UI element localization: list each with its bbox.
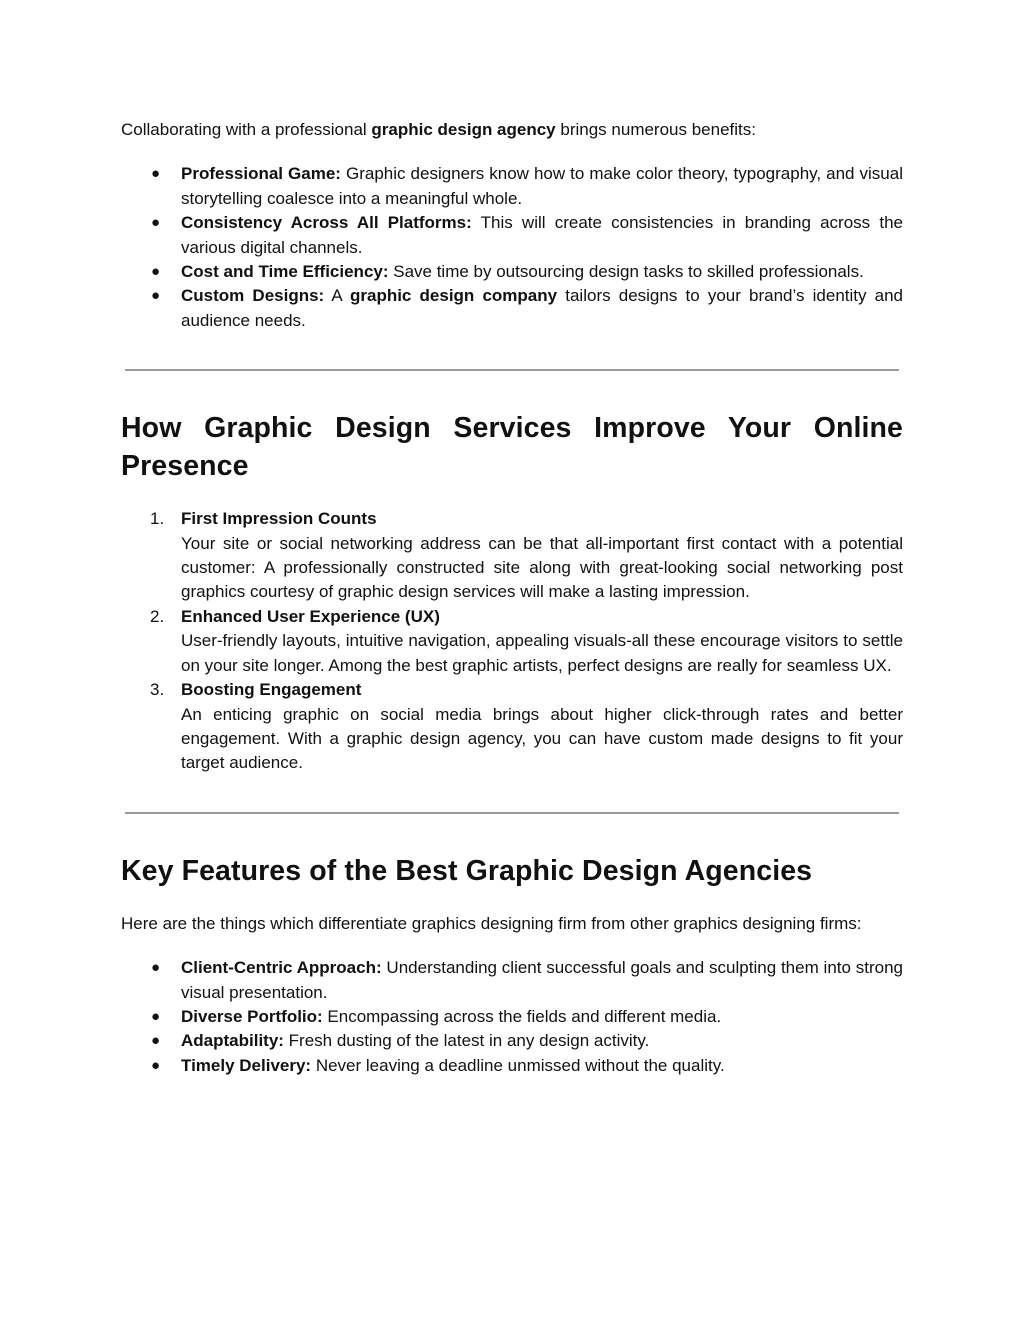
item-text: Encompassing across the fields and different media. <box>322 1006 722 1026</box>
section-divider <box>125 369 899 371</box>
bullet-icon: ● <box>151 287 161 305</box>
document-page <box>121 118 903 1078</box>
item-label: Consistency Across All Platforms: <box>181 213 472 233</box>
item-label: Diverse Portfolio: <box>181 1006 323 1026</box>
intro-paragraph <box>121 118 903 142</box>
bullet-icon: ● <box>151 214 161 232</box>
item-description: An enticing graphic on social media brings about higher click-through rates and better engagement. With a graphic design agency, you can have custom made designs to fit your target audience. <box>181 704 903 773</box>
bullet-icon: ● <box>151 1056 161 1074</box>
list-item <box>121 211 903 260</box>
item-text: This will create consistencies in branding across the various digital channels. <box>181 213 903 257</box>
item-description: User-friendly layouts, intuitive navigation, appealing visuals-all these encourage visitors to settle on your site longer. Among the best graphic artists, perfect designs are really for seamless UX. <box>181 631 903 675</box>
item-title: Boosting Engagement <box>181 680 362 700</box>
item-title: Enhanced User Experience (UX) <box>181 606 440 626</box>
bullet-icon: ● <box>151 263 161 281</box>
item-number: 2. <box>150 606 165 626</box>
list-item <box>121 1005 903 1029</box>
item-text: Save time by outsourcing design tasks to skilled professionals. <box>388 262 864 282</box>
list-item <box>121 162 903 211</box>
item-number: 3. <box>150 680 165 700</box>
item-label: Adaptability: <box>181 1031 284 1051</box>
list-item <box>121 507 903 605</box>
features-list <box>121 956 903 1078</box>
item-label: Custom Designs: <box>181 286 325 306</box>
item-text: A <box>324 286 350 306</box>
list-item <box>121 1054 903 1078</box>
item-text: Never leaving a deadline unmissed without the quality. <box>311 1055 725 1075</box>
list-item <box>121 260 903 284</box>
list-item <box>121 956 903 1005</box>
bullet-icon: ● <box>151 1007 161 1025</box>
section-heading: How Graphic Design Services Improve Your Online Presence <box>121 412 903 483</box>
intro-keyword: graphic design agency <box>371 120 556 139</box>
item-description: Your site or social networking address can be that all-important first contact with a potential customer: A professionally constructed site along with great-looking social networking post graphics courtesy of graphic design services will make a lasting impression. <box>181 533 903 602</box>
list-item <box>121 284 903 333</box>
list-item <box>121 1029 903 1053</box>
bullet-icon: ● <box>151 959 161 977</box>
list-item <box>121 605 903 678</box>
improvements-list <box>121 507 903 775</box>
item-text: Fresh dusting of the latest in any design activity. <box>283 1031 650 1051</box>
item-label: Client-Centric Approach: <box>181 958 382 978</box>
section-intro: Here are the things which differentiate graphics designing firm from other graphics designing firms: <box>121 913 862 933</box>
intro-text-end: brings numerous benefits: <box>555 120 756 139</box>
benefits-list <box>121 162 903 333</box>
bullet-icon: ● <box>151 165 161 183</box>
item-text: Graphic designers know how to make color theory, typography, and visual storytelling coalesce into a meaningful whole. <box>181 164 903 208</box>
item-title: First Impression Counts <box>181 509 377 529</box>
item-text: Understanding client successful goals and sculpting them into strong visual presentation. <box>181 958 903 1002</box>
item-number: 1. <box>150 509 165 529</box>
item-label: Professional Game: <box>181 164 341 184</box>
item-label: Cost and Time Efficiency: <box>181 262 389 282</box>
section-divider <box>125 812 899 814</box>
section-heading: Key Features of the Best Graphic Design Agencies <box>121 854 813 887</box>
intro-text: Collaborating with a professional <box>121 120 372 139</box>
item-keyword: graphic design company <box>349 286 558 306</box>
item-text-end: tailors designs to your brand’s identity and audience needs. <box>181 286 904 330</box>
list-item <box>121 678 903 776</box>
bullet-icon: ● <box>151 1032 161 1050</box>
item-label: Timely Delivery: <box>181 1055 312 1075</box>
